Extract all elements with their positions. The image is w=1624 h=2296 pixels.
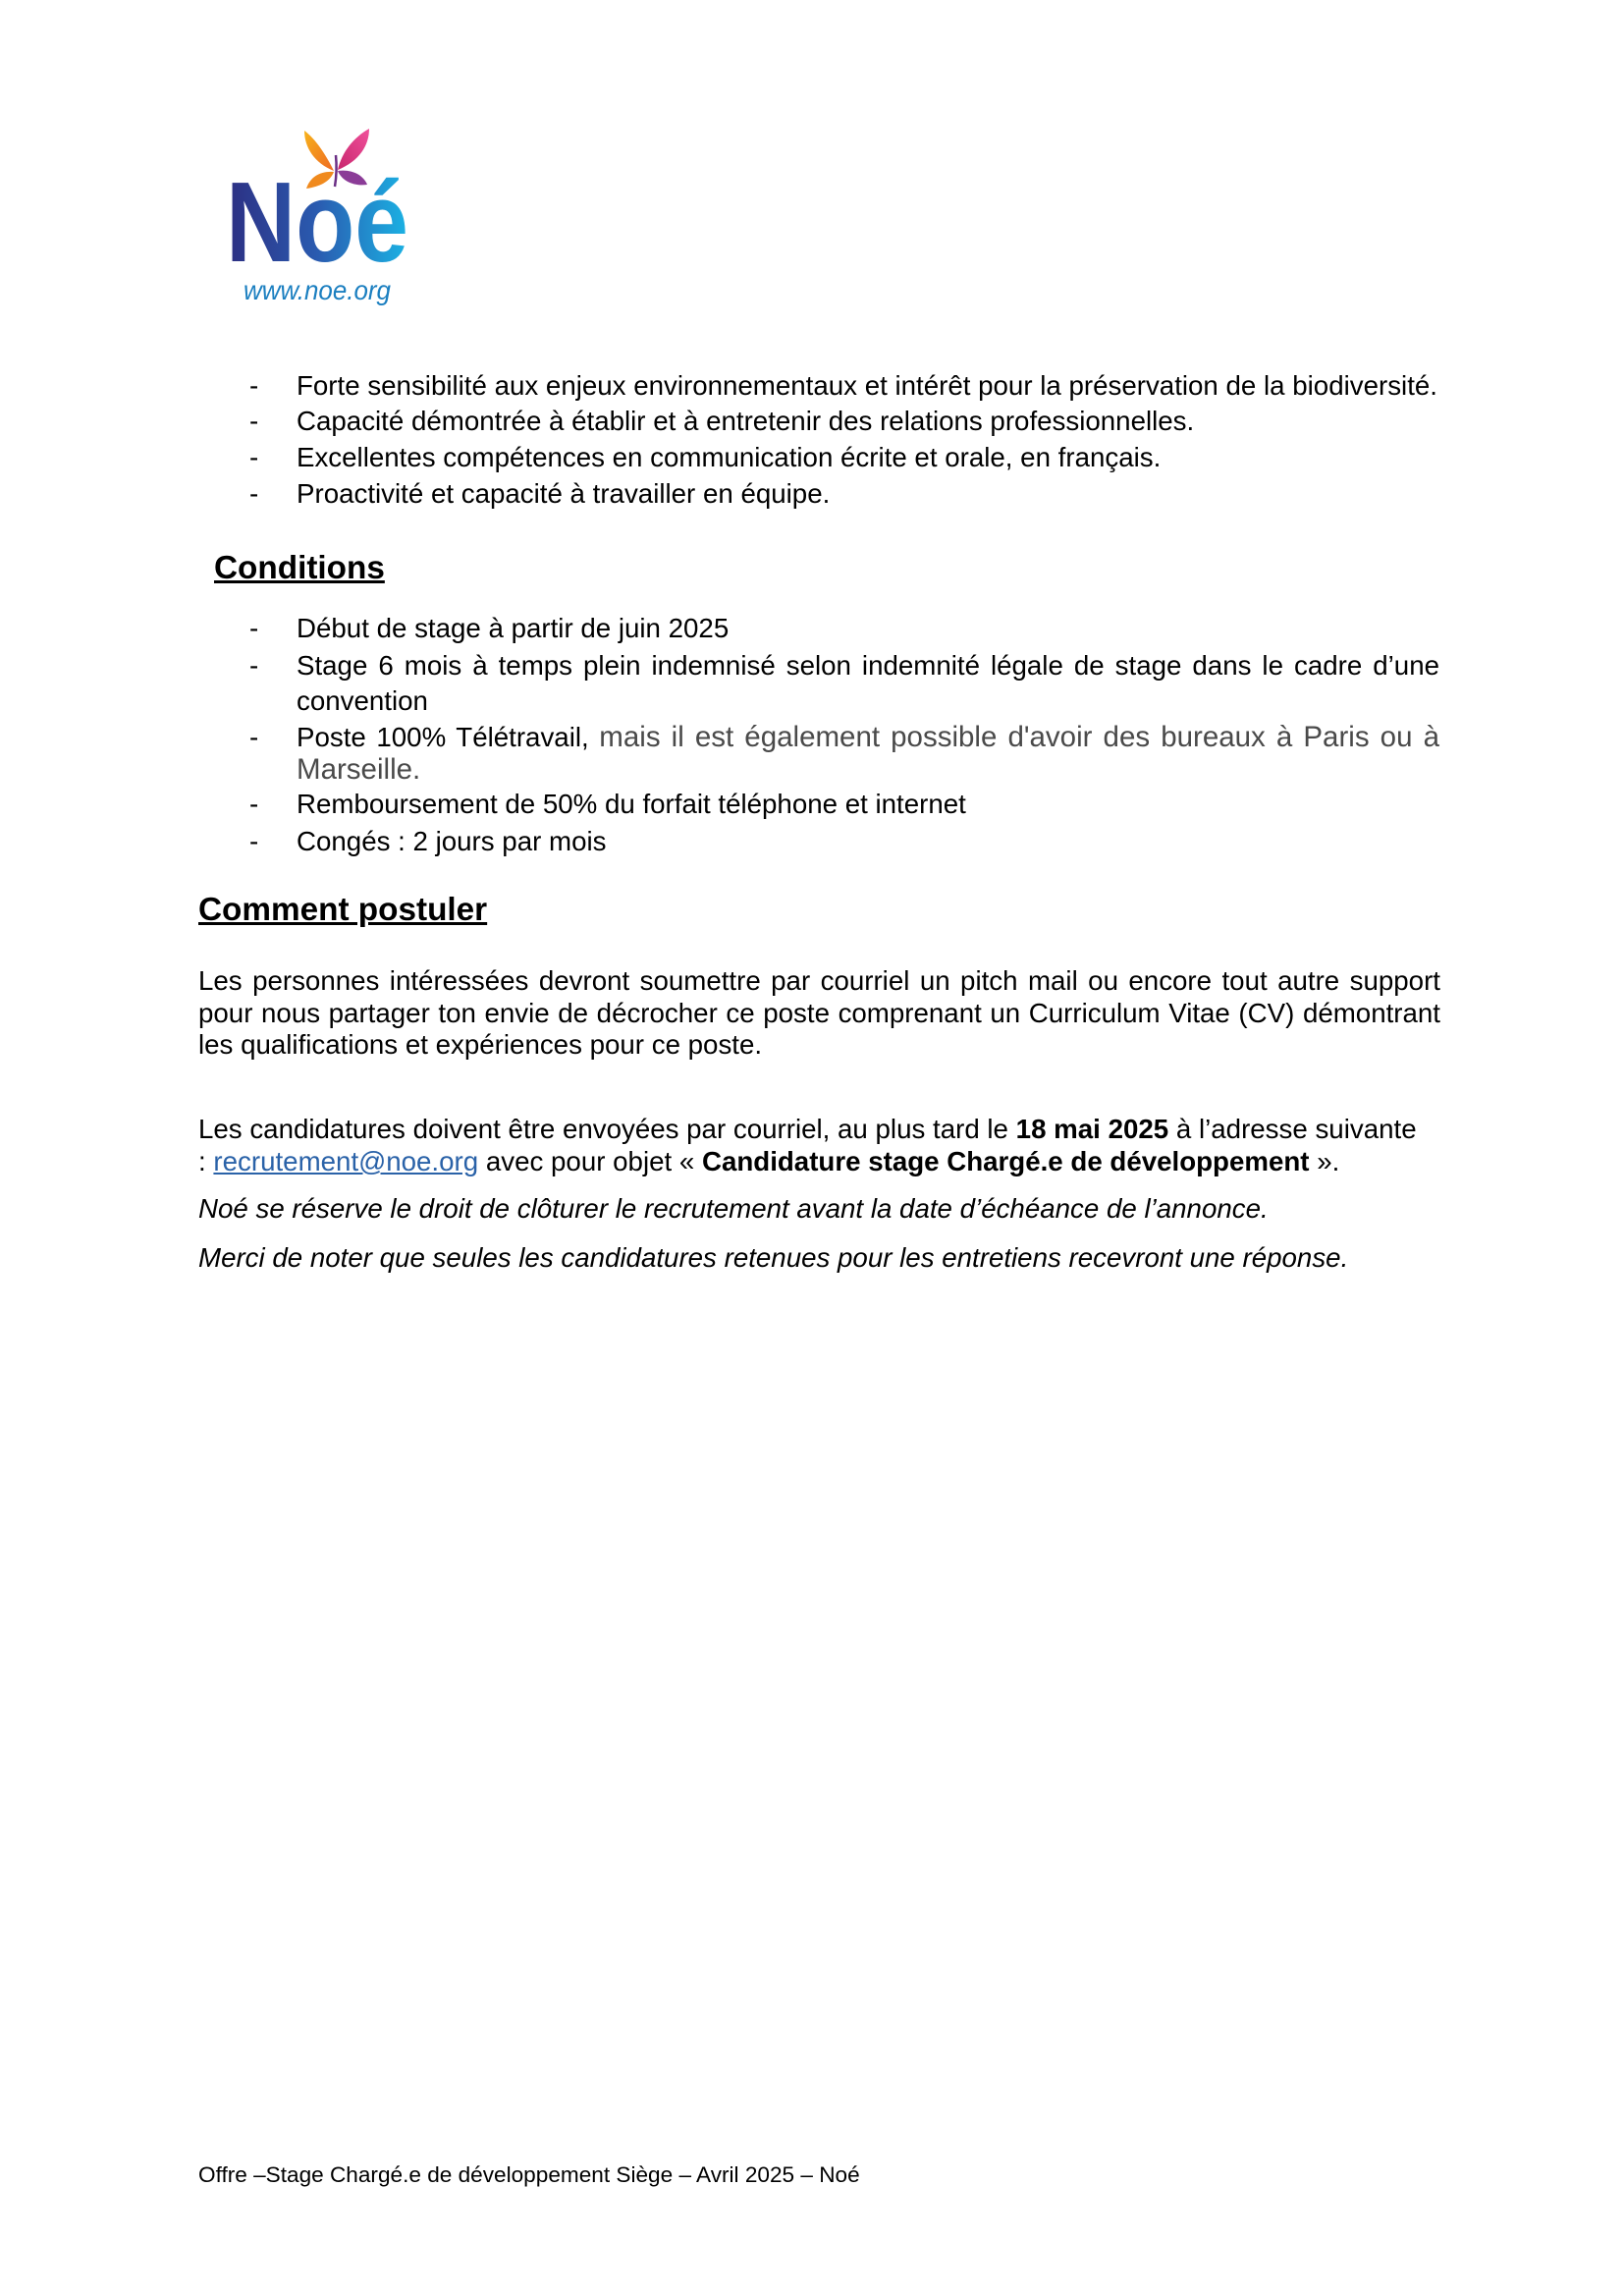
list-bullet: - <box>249 722 259 752</box>
list-item: Capacité démontrée à établir et à entretenir des relations professionnelles. <box>297 406 1195 436</box>
subject-closing: ». <box>1317 1146 1340 1176</box>
deadline-address-text: à l’adresse suivante <box>1175 1114 1417 1144</box>
intro-line: les qualifications et expériences pour ce poste. <box>198 1029 763 1060</box>
logo-website: www.noe.org <box>244 275 392 305</box>
list-bullet: - <box>249 370 259 401</box>
condition-remote-line2: Marseille. <box>297 753 421 786</box>
list-bullet: - <box>249 826 259 856</box>
conditions-heading: Conditions <box>214 550 385 586</box>
deadline-line2 <box>198 1143 1339 1179</box>
intro-line: Les personnes intéressées devront soumettre par courriel un pitch mail ou encore tout autre support <box>198 965 1440 996</box>
response-note: Merci de noter que seules les candidatures retenues pour les entretiens recevront une réponse. <box>198 1242 1349 1273</box>
logo-wordmark: Noé <box>226 158 408 286</box>
list-item: Forte sensibilité aux enjeux environnementaux et intérêt pour la préservation de la biodiversité. <box>297 370 1437 401</box>
condition-leave: Congés : 2 jours par mois <box>297 826 607 856</box>
list-bullet: - <box>249 613 259 643</box>
intro-line: pour nous partager ton envie de décrocher ce poste comprenant un Curriculum Vitae (CV) démontrant <box>198 998 1440 1028</box>
how-to-apply-heading: Comment postuler <box>198 892 488 928</box>
condition-remote-main: Poste 100% Télétravail, <box>297 722 589 752</box>
list-item: Proactivité et capacité à travailler en équipe. <box>297 478 831 509</box>
list-bullet: - <box>249 478 259 509</box>
condition-remote-line1 <box>297 719 1439 755</box>
condition-remote-note: mais il est également possible d'avoir des bureaux à Paris ou à <box>599 721 1439 753</box>
deadline-date: 18 mai 2025 <box>1015 1114 1169 1144</box>
list-bullet: - <box>249 789 259 819</box>
condition-duration-line1: Stage 6 mois à temps plein indemnisé selon indemnité légale de stage dans le cadre d’une <box>297 650 1439 681</box>
list-item: Excellentes compétences en communication écrite et orale, en français. <box>297 442 1162 472</box>
subject-intro: avec pour objet « <box>485 1146 695 1176</box>
deadline-text: Les candidatures doivent être envoyées par courriel, au plus tard le <box>198 1114 1008 1144</box>
deadline-line1 <box>198 1111 1417 1147</box>
application-subject: Candidature stage Chargé.e de développement <box>701 1146 1310 1176</box>
deadline-colon: : <box>198 1146 206 1176</box>
page-footer: Offre –Stage Chargé.e de développement Siège – Avril 2025 – Noé <box>198 2162 860 2187</box>
list-bullet: - <box>249 650 259 681</box>
condition-start: Début de stage à partir de juin 2025 <box>297 613 730 643</box>
condition-duration-line2: convention <box>297 685 428 716</box>
condition-phone-internet: Remboursement de 50% du forfait téléphone et internet <box>297 789 966 819</box>
list-bullet: - <box>249 406 259 436</box>
noe-logo <box>222 126 410 312</box>
recruitment-email-link[interactable]: recrutement@noe.org <box>213 1146 479 1176</box>
reserve-note: Noé se réserve le droit de clôturer le recrutement avant la date d’échéance de l’annonce. <box>198 1193 1269 1224</box>
list-bullet: - <box>249 442 259 472</box>
